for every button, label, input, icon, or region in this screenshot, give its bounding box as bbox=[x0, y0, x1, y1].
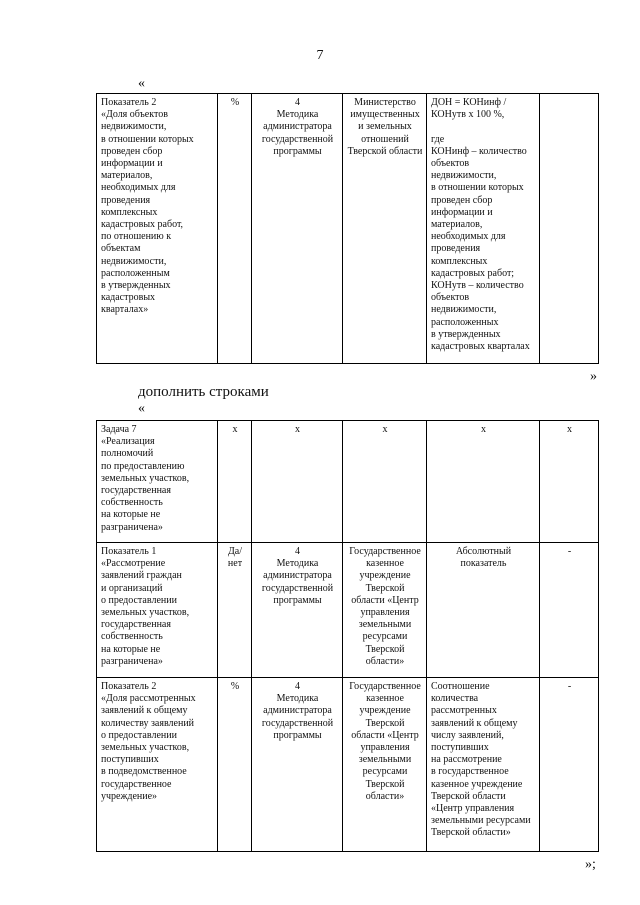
indicator-name-cell: Показатель 2 «Доля рассмотренных заявлений к общему количеству заявлений о предоставлении земельных участков, поступивших в подведомственное государственное учреждение» bbox=[97, 678, 218, 852]
table-row bbox=[97, 678, 599, 852]
responsible-cell: Государственное казенное учреждение Тверской области «Центр управления земельными ресурсами Тверской области» bbox=[343, 543, 427, 678]
responsible-cell: Государственное казенное учреждение Тверской области «Центр управления земельными ресурсами Тверской области» bbox=[343, 678, 427, 852]
indicator-name-cell: Показатель 1 «Рассмотрение заявлений граждан и организаций о предоставлении земельных участков, государственная собственность на которые не разграничена» bbox=[97, 543, 218, 678]
formula-cell: х bbox=[427, 421, 540, 543]
table-row bbox=[97, 421, 599, 543]
formula-cell: ДОН = КОНинф / КОНутв x 100 %, где КОНинф – количество объектов недвижимости, в отношении которых проведен сбор информации и материалов, необходимых для проведения комплексных кадастровых работ; КОНутв – количество объектов недвижимости, расположенных в утвержденных кадастровых кварталах bbox=[427, 94, 540, 364]
indicator-name-cell: Показатель 2 «Доля объектов недвижимости, в отношении которых проведен сбор информации и материалов, необходимых для проведения комплексных кадастровых работ, по отношению к объектам недвижимости, расположенным в утвержденных кадастровых кварталах» bbox=[97, 94, 218, 364]
extra-cell: - bbox=[540, 543, 599, 678]
closing-quote-mark-2: »; bbox=[585, 857, 596, 872]
unit-cell: х bbox=[218, 421, 252, 543]
page-number: 7 bbox=[316, 48, 324, 63]
table-row bbox=[97, 543, 599, 678]
table-row bbox=[97, 94, 599, 364]
unit-cell: % bbox=[218, 94, 252, 364]
method-cell: х bbox=[252, 421, 343, 543]
task-name-cell: Задача 7 «Реализация полномочий по предоставлению земельных участков, государственная собственность на которые не разграничена» bbox=[97, 421, 218, 543]
method-cell: 4 Методика администратора государственной программы bbox=[252, 543, 343, 678]
method-cell: 4 Методика администратора государственной программы bbox=[252, 94, 343, 364]
section-heading: дополнить строками bbox=[138, 384, 269, 400]
responsible-cell: х bbox=[343, 421, 427, 543]
unit-cell: % bbox=[218, 678, 252, 852]
extra-cell: х bbox=[540, 421, 599, 543]
opening-quote-mark-2: « bbox=[138, 401, 145, 416]
extra-cell bbox=[540, 94, 599, 364]
formula-cell: Соотношение количества рассмотренных заявлений к общему числу заявлений, поступивших на рассмотрение в государственное казенное учреждение Тверской области «Центр управления земельными ресурсами Тверской области» bbox=[427, 678, 540, 852]
formula-cell: Абсолютный показатель bbox=[427, 543, 540, 678]
closing-quote-mark: » bbox=[590, 369, 597, 384]
indicator-table-new-rows bbox=[96, 420, 599, 852]
responsible-cell: Министерство имущественных и земельных отношений Тверской области bbox=[343, 94, 427, 364]
indicator-table-existing bbox=[96, 93, 599, 364]
opening-quote-mark: « bbox=[138, 76, 145, 91]
method-cell: 4 Методика администратора государственной программы bbox=[252, 678, 343, 852]
extra-cell: - bbox=[540, 678, 599, 852]
unit-cell: Да/ нет bbox=[218, 543, 252, 678]
